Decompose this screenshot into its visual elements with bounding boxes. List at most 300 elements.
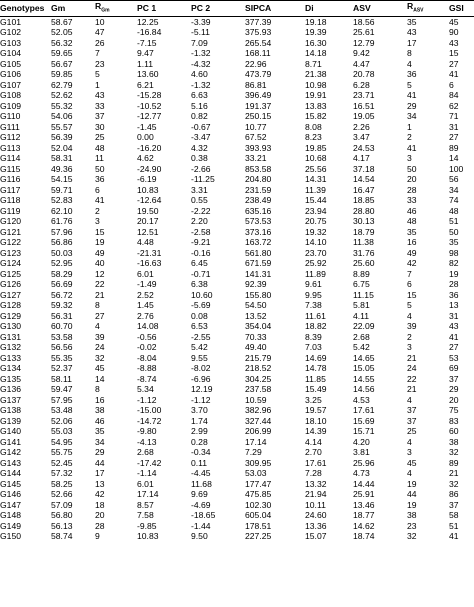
- table-cell: 9: [95, 531, 100, 542]
- table-cell: 55.75: [51, 447, 73, 458]
- table-cell: -3.47: [191, 132, 211, 143]
- table-cell: 55.32: [51, 100, 73, 111]
- table-cell: 7.09: [191, 37, 208, 48]
- table-cell: 475.85: [245, 489, 272, 500]
- table-cell: 3.81: [353, 447, 370, 458]
- table-cell: 69: [449, 363, 459, 374]
- table-cell: 13.46: [353, 499, 375, 510]
- table-cell: 27: [449, 132, 459, 143]
- table-cell: 18.77: [353, 510, 375, 521]
- table-cell: 29: [449, 384, 459, 395]
- table-cell: G125: [0, 268, 22, 279]
- table-cell: 373.16: [245, 226, 272, 237]
- table-cell: G108: [0, 90, 22, 101]
- column-header-label: R: [407, 1, 414, 11]
- table-cell: 36: [449, 289, 459, 300]
- table-cell: 46: [95, 415, 105, 426]
- table-cell: 9.69: [191, 489, 208, 500]
- table-cell: 26: [95, 37, 105, 48]
- table-cell: 11: [95, 153, 104, 164]
- table-cell: -18.65: [191, 510, 216, 521]
- table-cell: 19.18: [305, 16, 327, 27]
- table-cell: 4.17: [353, 153, 370, 164]
- table-row: [0, 206, 474, 217]
- table-cell: -2.22: [191, 205, 211, 216]
- table-cell: G111: [0, 121, 20, 132]
- table-row: [0, 80, 474, 91]
- table-cell: 8: [95, 300, 100, 311]
- table-cell: 6.53: [191, 321, 208, 332]
- table-cell: 13.32: [305, 478, 327, 489]
- table-cell: 30.13: [353, 216, 375, 227]
- table-cell: 4: [407, 436, 412, 447]
- column-header: [190, 1, 244, 17]
- table-cell: 14: [95, 373, 105, 384]
- table-cell: 5.34: [137, 384, 154, 395]
- table-cell: G144: [0, 468, 22, 479]
- table-cell: 12.51: [137, 226, 159, 237]
- column-header: [50, 1, 94, 17]
- table-cell: 9.50: [191, 531, 208, 542]
- table-cell: -8.04: [137, 352, 157, 363]
- table-cell: G118: [0, 195, 21, 206]
- table-cell: -9.85: [137, 520, 157, 531]
- table-cell: 53.03: [245, 468, 267, 479]
- table-cell: 3.25: [305, 394, 322, 405]
- table-cell: 32: [449, 447, 459, 458]
- table-cell: 25: [95, 132, 105, 143]
- table-cell: 38: [449, 436, 459, 447]
- table-cell: 41: [407, 90, 417, 101]
- table-cell: 16.30: [305, 37, 327, 48]
- table-cell: -8.88: [137, 363, 157, 374]
- table-cell: 56.80: [51, 510, 73, 521]
- table-cell: G114: [0, 153, 21, 164]
- table-cell: G131: [0, 331, 22, 342]
- table-cell: 21: [407, 384, 417, 395]
- table-cell: G121: [0, 226, 22, 237]
- table-cell: 23.71: [353, 90, 375, 101]
- table-cell: G126: [0, 279, 22, 290]
- table-cell: 41: [449, 69, 459, 80]
- table-cell: -17.42: [137, 457, 162, 468]
- table-cell: 54.06: [51, 111, 73, 122]
- table-row: [0, 90, 474, 101]
- table-cell: 34: [95, 436, 105, 447]
- table-cell: 163.72: [245, 237, 272, 248]
- table-cell: 32: [95, 352, 105, 363]
- table-cell: 22: [95, 279, 105, 290]
- table-row: [0, 69, 474, 80]
- table-cell: 227.25: [245, 531, 272, 542]
- column-header: [136, 1, 190, 17]
- table-cell: G123: [0, 247, 22, 258]
- table-cell: 33.21: [245, 153, 267, 164]
- table-cell: 20: [449, 394, 459, 405]
- table-row: [0, 416, 474, 427]
- table-row: [0, 143, 474, 154]
- table-cell: -6.19: [137, 174, 157, 185]
- table-cell: 5: [407, 79, 412, 90]
- table-cell: G130: [0, 321, 22, 332]
- table-row: [0, 153, 474, 164]
- table-cell: 382.96: [245, 405, 272, 416]
- table-cell: 48: [449, 205, 459, 216]
- table-cell: 204.80: [245, 174, 272, 185]
- table-cell: 4.48: [137, 237, 154, 248]
- table-cell: G133: [0, 352, 22, 363]
- table-row: [0, 311, 474, 322]
- table-cell: -0.71: [191, 268, 211, 279]
- table-cell: 168.11: [245, 48, 271, 59]
- table-row: [0, 101, 474, 112]
- table-row: [0, 342, 474, 353]
- table-cell: 67.52: [245, 132, 267, 143]
- table-cell: 3.70: [191, 405, 208, 416]
- table-cell: 59.85: [51, 69, 73, 80]
- table-row: [0, 363, 474, 374]
- table-cell: 1.45: [137, 300, 154, 311]
- table-cell: 59.71: [51, 184, 73, 195]
- table-cell: 6: [407, 279, 412, 290]
- table-cell: 59.65: [51, 48, 73, 59]
- column-header-label: Genotypes: [0, 3, 45, 14]
- table-cell: 45: [95, 363, 105, 374]
- table-row: [0, 111, 474, 122]
- table-cell: 23.70: [305, 247, 327, 258]
- table-cell: -0.16: [191, 247, 211, 258]
- table-cell: 19.57: [305, 405, 327, 416]
- table-cell: 16: [407, 237, 417, 248]
- table-cell: -15.00: [137, 405, 162, 416]
- table-cell: G135: [0, 373, 22, 384]
- table-cell: 9.42: [353, 48, 370, 59]
- table-cell: 39: [407, 321, 417, 332]
- table-cell: 44: [95, 457, 105, 468]
- table-cell: 0.08: [191, 310, 208, 321]
- table-cell: 8: [95, 384, 100, 395]
- table-cell: 56.39: [51, 132, 73, 143]
- table-cell: 473.79: [245, 69, 272, 80]
- table-cell: 8.89: [353, 268, 370, 279]
- table-cell: 5: [407, 300, 412, 311]
- table-row: [0, 185, 474, 196]
- table-cell: 55.03: [51, 426, 73, 437]
- table-cell: 102.30: [245, 499, 272, 510]
- table-cell: 218.52: [245, 363, 272, 374]
- table-row: [0, 300, 474, 311]
- table-cell: 29: [95, 447, 105, 458]
- table-cell: 61.76: [51, 216, 73, 227]
- table-cell: G137: [0, 394, 22, 405]
- table-cell: 4.47: [353, 58, 370, 69]
- table-cell: 24: [95, 342, 105, 353]
- table-cell: 51: [449, 520, 459, 531]
- table-cell: 4: [407, 58, 412, 69]
- table-cell: 15.49: [305, 384, 327, 395]
- table-cell: 13.60: [137, 69, 159, 80]
- table-cell: 53.58: [51, 331, 73, 342]
- table-cell: 237.58: [245, 384, 272, 395]
- table-cell: 5.42: [191, 342, 208, 353]
- table-cell: 62: [449, 100, 459, 111]
- table-cell: 52.66: [51, 489, 73, 500]
- table-cell: 37.18: [353, 163, 375, 174]
- table-cell: -4.69: [191, 499, 211, 510]
- table-cell: 33: [95, 100, 105, 111]
- table-cell: G139: [0, 415, 22, 426]
- table-cell: 2: [95, 205, 100, 216]
- column-header: [244, 1, 304, 17]
- table-cell: 13.36: [305, 520, 327, 531]
- table-cell: 54.50: [245, 300, 267, 311]
- column-header-label: PC 1: [137, 3, 157, 14]
- table-cell: 34: [407, 111, 417, 122]
- column-header-label: ASV: [353, 3, 371, 14]
- table-cell: G120: [0, 216, 22, 227]
- table-cell: 25.96: [353, 457, 375, 468]
- table-cell: 4: [407, 394, 412, 405]
- table-cell: 50: [95, 163, 105, 174]
- table-cell: 14.31: [305, 174, 327, 185]
- table-row: [0, 510, 474, 521]
- table-row: [0, 59, 474, 70]
- table-row: [0, 174, 474, 185]
- table-cell: 8.71: [305, 58, 322, 69]
- table-cell: 58.67: [51, 16, 73, 27]
- table-cell: 671.59: [245, 258, 272, 269]
- table-cell: 39: [95, 331, 105, 342]
- table-cell: 2.26: [353, 121, 370, 132]
- table-cell: 19: [407, 478, 417, 489]
- table-cell: -15.28: [137, 90, 162, 101]
- table-cell: 20.75: [305, 216, 327, 227]
- table-cell: 32: [407, 531, 417, 542]
- table-cell: 0.00: [137, 132, 154, 143]
- table-cell: 4.73: [353, 468, 370, 479]
- table-cell: 35: [407, 226, 417, 237]
- table-cell: 2.99: [191, 426, 208, 437]
- table-cell: 18.79: [353, 226, 375, 237]
- table-cell: 58.29: [51, 268, 73, 279]
- table-cell: -4.32: [191, 58, 211, 69]
- table-cell: 0.38: [191, 153, 208, 164]
- table-cell: 17.14: [137, 489, 159, 500]
- table-cell: 21.38: [305, 69, 327, 80]
- table-row: [0, 489, 474, 500]
- table-cell: G141: [0, 436, 22, 447]
- table-row: [0, 132, 474, 143]
- table-cell: 62.10: [51, 205, 73, 216]
- table-cell: 98: [449, 247, 459, 258]
- table-cell: 58: [449, 510, 459, 521]
- table-cell: 7: [407, 268, 412, 279]
- table-cell: 155.80: [245, 289, 272, 300]
- table-cell: 27: [449, 58, 459, 69]
- table-cell: 25.61: [353, 27, 375, 38]
- table-cell: 18.74: [353, 531, 375, 542]
- table-cell: 573.53: [245, 216, 272, 227]
- table-cell: 7.28: [305, 468, 322, 479]
- table-cell: G128: [0, 300, 22, 311]
- table-cell: 48: [407, 216, 417, 227]
- table-cell: 8.57: [137, 499, 154, 510]
- table-cell: 4: [95, 321, 100, 332]
- table-cell: 12: [95, 268, 105, 279]
- table-cell: 10.60: [191, 289, 213, 300]
- table-cell: 89: [449, 142, 459, 153]
- table-cell: 177.47: [245, 478, 272, 489]
- table-cell: -4.13: [137, 436, 157, 447]
- table-cell: 36: [407, 69, 417, 80]
- table-cell: 605.04: [245, 510, 272, 521]
- column-header-subscript: ASV: [413, 7, 424, 14]
- table-cell: 18.10: [305, 415, 327, 426]
- table-cell: 10.59: [245, 394, 267, 405]
- column-header: [304, 1, 352, 17]
- table-cell: 8: [407, 48, 412, 59]
- table-cell: 14.44: [353, 478, 375, 489]
- table-row: [0, 195, 474, 206]
- table-cell: 5.81: [353, 300, 370, 311]
- table-cell: 15.82: [305, 111, 327, 122]
- table-cell: -24.90: [137, 163, 162, 174]
- table-cell: 57.32: [51, 468, 73, 479]
- table-cell: 13.83: [305, 100, 327, 111]
- table-cell: 2.76: [137, 310, 154, 321]
- table-cell: 265.54: [245, 37, 272, 48]
- table-cell: 0.55: [191, 195, 208, 206]
- table-cell: 4.14: [305, 436, 322, 447]
- table-cell: 62.79: [51, 79, 73, 90]
- table-cell: 60.70: [51, 321, 73, 332]
- table-cell: 19: [449, 268, 459, 279]
- table-cell: 15.05: [353, 363, 375, 374]
- table-cell: 0.28: [191, 436, 208, 447]
- table-cell: 14.69: [305, 352, 327, 363]
- table-cell: 28: [95, 520, 105, 531]
- table-cell: 60: [449, 426, 459, 437]
- table-cell: 10.77: [245, 121, 267, 132]
- table-cell: -7.15: [137, 37, 157, 48]
- table-cell: 23.94: [305, 205, 327, 216]
- table-cell: 38: [95, 405, 105, 416]
- table-cell: 27: [449, 342, 459, 353]
- table-cell: G124: [0, 258, 22, 269]
- table-cell: 21: [449, 468, 459, 479]
- table-cell: 6: [95, 184, 100, 195]
- table-cell: -8.74: [137, 373, 157, 384]
- table-cell: 7: [95, 48, 100, 59]
- table-cell: 2.20: [191, 216, 208, 227]
- table-row: [0, 16, 474, 27]
- table-cell: 206.99: [245, 426, 272, 437]
- table-cell: 11.61: [305, 310, 326, 321]
- table-cell: 15: [95, 226, 105, 237]
- table-cell: 22: [407, 373, 417, 384]
- table-cell: 36: [95, 174, 105, 185]
- table-cell: 56.72: [51, 289, 73, 300]
- table-header-row: [0, 1, 474, 17]
- table-cell: 5.16: [191, 100, 208, 111]
- table-cell: 141.31: [245, 268, 272, 279]
- table-cell: 14: [449, 153, 459, 164]
- table-cell: 14.54: [353, 174, 375, 185]
- table-row: [0, 27, 474, 38]
- table-cell: 19.85: [305, 142, 327, 153]
- table-cell: 12.19: [191, 384, 213, 395]
- table-cell: 15.69: [353, 415, 375, 426]
- table-cell: 23: [95, 58, 105, 69]
- table-cell: 28: [407, 184, 417, 195]
- table-row: [0, 122, 474, 133]
- table-cell: 178.51: [245, 520, 272, 531]
- table-cell: G104: [0, 48, 22, 59]
- table-cell: 10.98: [305, 79, 327, 90]
- table-cell: 12.79: [353, 37, 375, 48]
- table-cell: -5.11: [191, 27, 210, 38]
- table-cell: 41: [407, 142, 417, 153]
- table-cell: 1.11: [137, 58, 154, 69]
- table-row: [0, 48, 474, 59]
- table-cell: 6.63: [191, 90, 208, 101]
- table-cell: 56.56: [51, 342, 73, 353]
- table-cell: 19.32: [305, 226, 327, 237]
- table-cell: 1.74: [191, 415, 208, 426]
- table-cell: -1.12: [191, 394, 211, 405]
- table-cell: G146: [0, 489, 22, 500]
- table-cell: 25.60: [353, 258, 375, 269]
- column-header-label: R: [95, 1, 102, 11]
- table-cell: G148: [0, 510, 22, 521]
- table-cell: 49.36: [51, 163, 73, 174]
- table-cell: 561.80: [245, 247, 272, 258]
- table-cell: -14.72: [137, 415, 162, 426]
- table-cell: 31: [449, 310, 459, 321]
- table-cell: 191.37: [245, 100, 272, 111]
- table-cell: 2.52: [137, 289, 154, 300]
- table-cell: 15.44: [305, 195, 327, 206]
- table-cell: G113: [0, 142, 21, 153]
- table-cell: 8.08: [305, 121, 322, 132]
- table-cell: 53: [449, 352, 459, 363]
- table-cell: 15: [407, 289, 417, 300]
- table-cell: -2.66: [191, 163, 211, 174]
- table-cell: 304.25: [245, 373, 272, 384]
- table-row: [0, 279, 474, 290]
- table-row: [0, 164, 474, 175]
- table-cell: -9.21: [191, 237, 211, 248]
- table-cell: 16.51: [353, 100, 375, 111]
- table-cell: 29: [407, 100, 417, 111]
- table-cell: 52.37: [51, 363, 73, 374]
- table-cell: 9.61: [305, 279, 322, 290]
- table-cell: 4: [407, 468, 412, 479]
- table-cell: 25.56: [305, 163, 327, 174]
- table-cell: 56.69: [51, 279, 73, 290]
- table-cell: G140: [0, 426, 22, 437]
- table-row: [0, 332, 474, 343]
- table-cell: 396.49: [245, 90, 272, 101]
- table-cell: 55.35: [51, 352, 73, 363]
- table-cell: 309.95: [245, 457, 272, 468]
- table-cell: 74: [449, 195, 459, 206]
- table-cell: 2: [407, 132, 412, 143]
- table-cell: 22.09: [353, 321, 375, 332]
- table-cell: 50.03: [51, 247, 73, 258]
- table-cell: 52.04: [51, 142, 73, 153]
- table-cell: 86: [449, 489, 459, 500]
